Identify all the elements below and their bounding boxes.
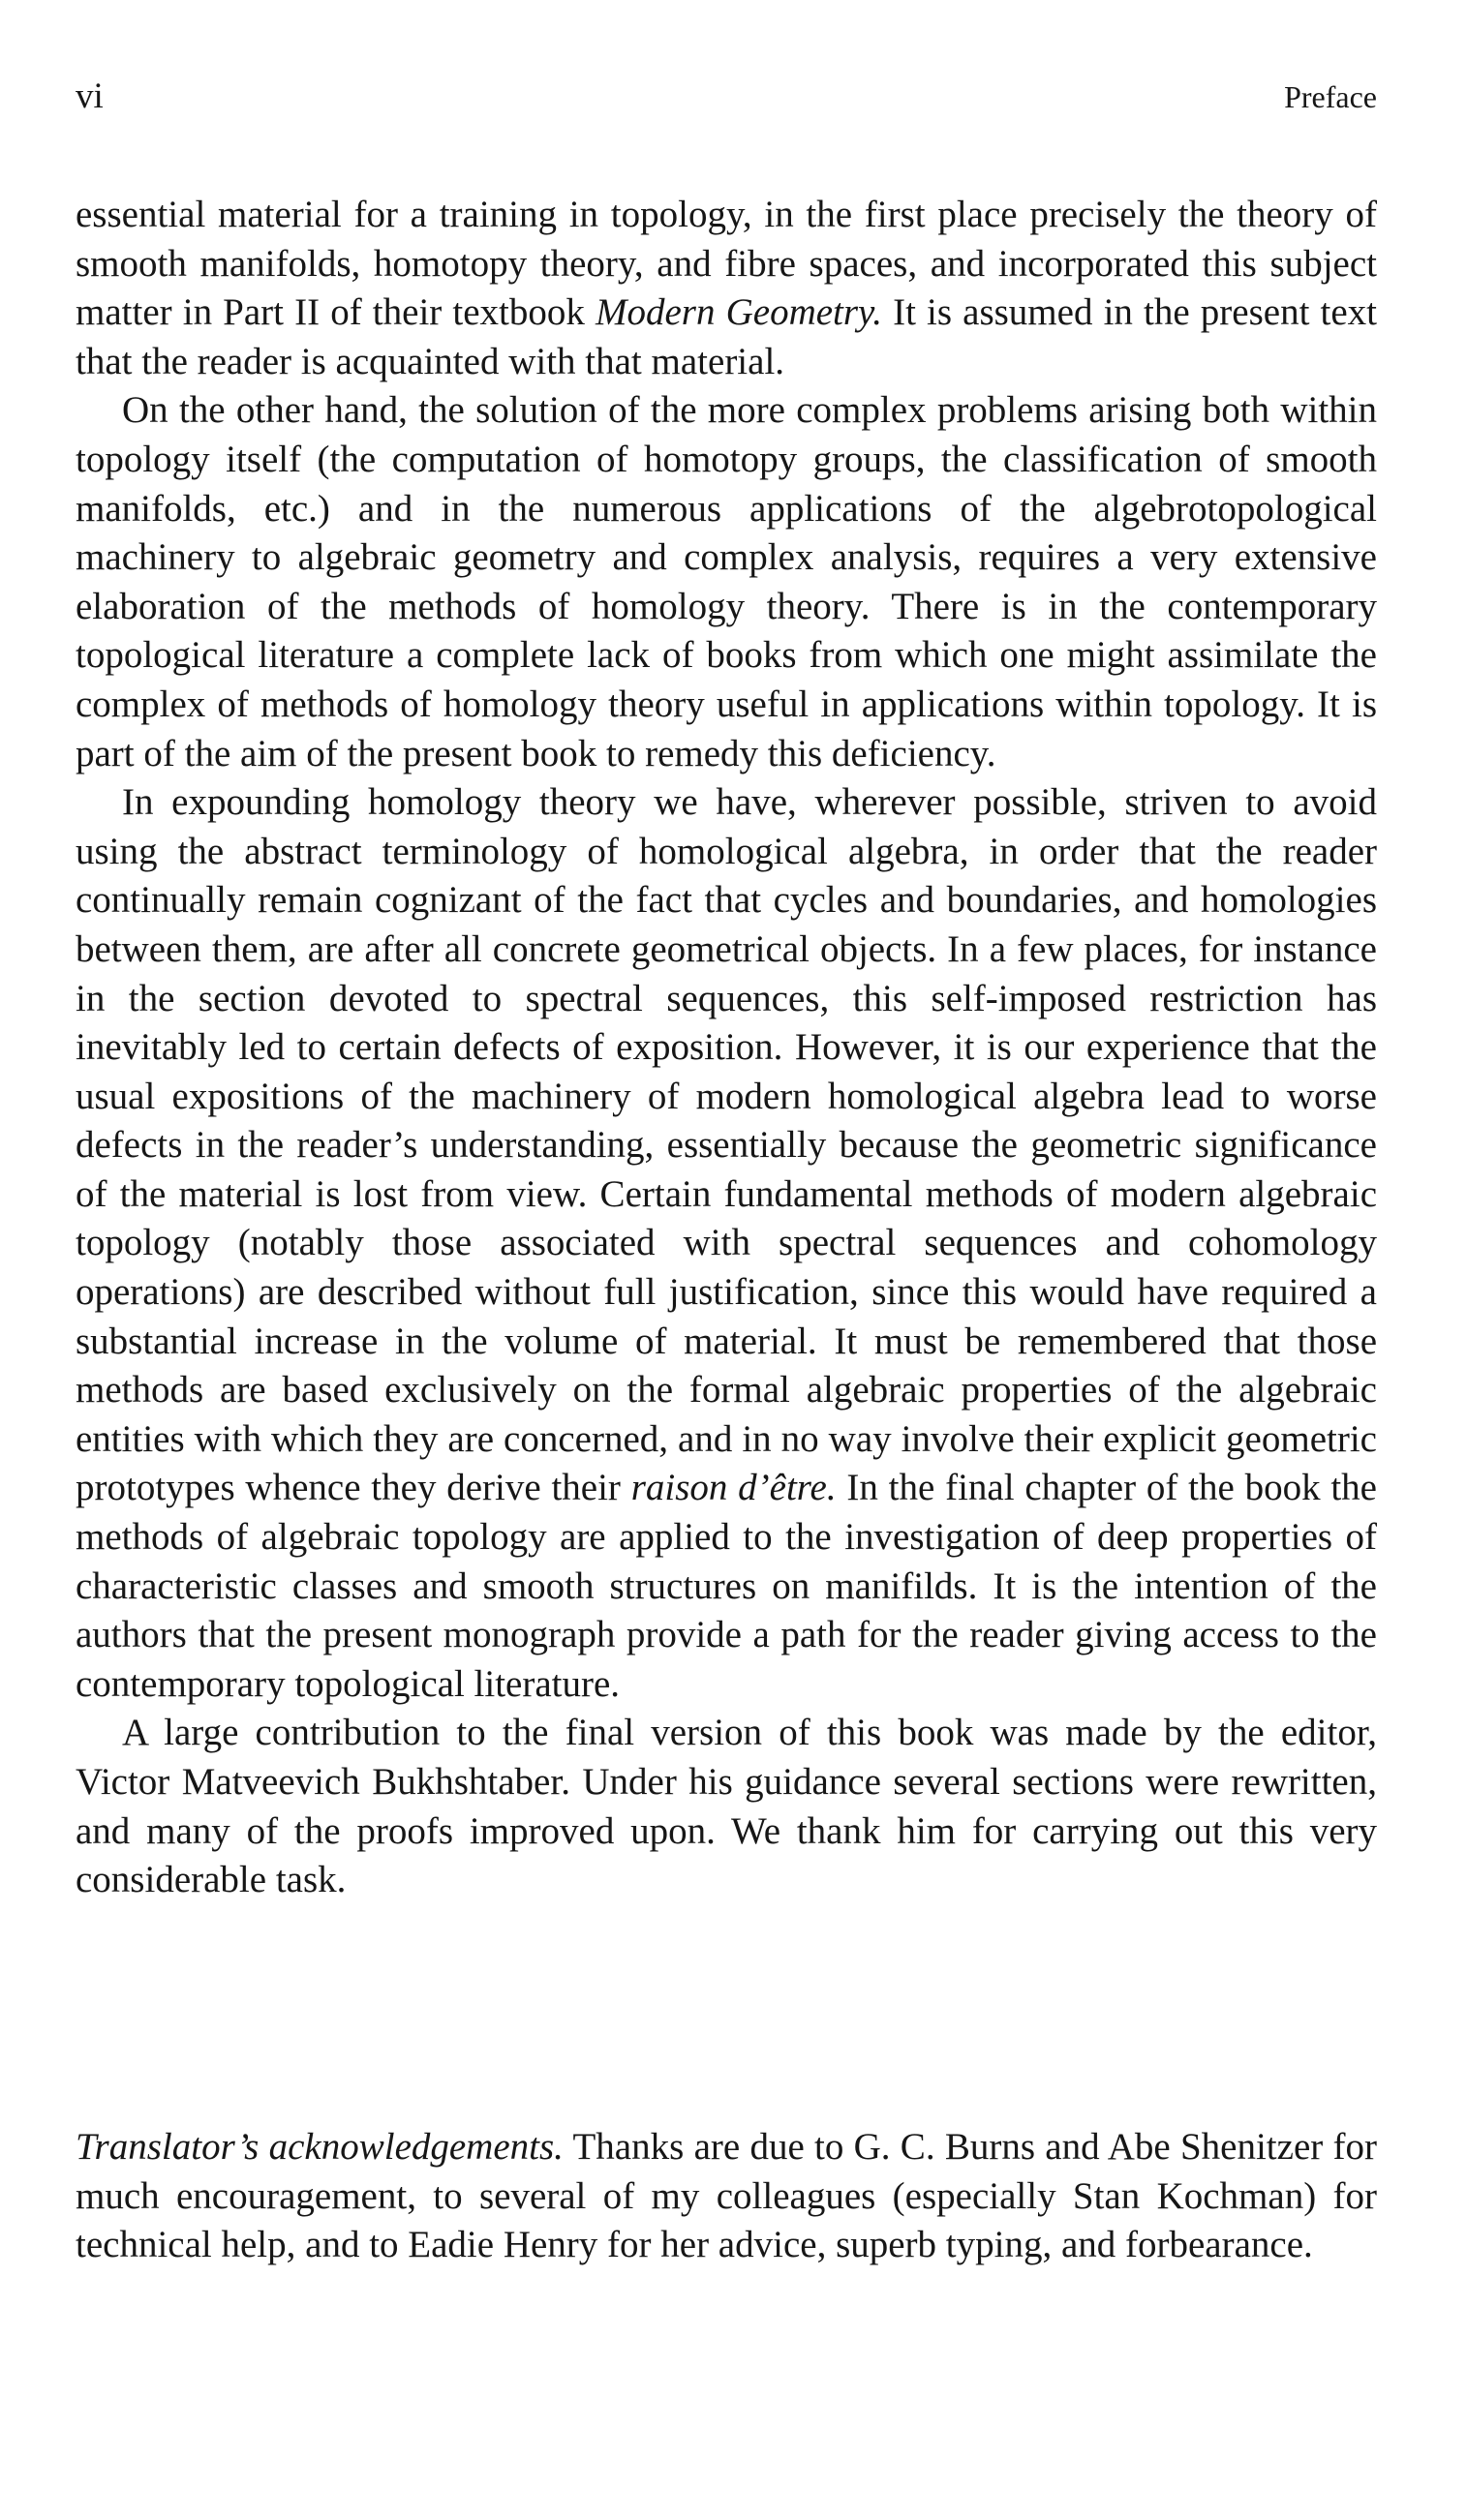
book-page — [76, 0, 1377, 2520]
page-number: vi — [76, 76, 104, 116]
acknowledgements-paragraph — [76, 2123, 1377, 2270]
paragraph-1-text-a: essential material for a training in topology, in the first place precisely the theory of smooth manifolds, homotopy theory, and fibre spaces, and incorporated this subject matter in Part II of their textbook — [76, 194, 1377, 334]
page-header — [76, 73, 1377, 121]
paragraph-2: On the other hand, the solution of the more complex problems arising both within topology itself (the computation of homotopy groups, the classification of smooth manifolds, etc.) and in the numerous applications of the algebrotopological machinery to algebraic geometry and complex analysis, requires a very extensive elaboration of the methods of homology theory. There is in the contemporary topological literature a complete lack of books from which one might assimilate the complex of methods of homology theory useful in applications within topology. It is part of the aim of the present book to remedy this deficiency. — [76, 389, 1377, 774]
paragraph-3-text-b: In the final chapter of the book the methods of algebraic topology are applied to the investigation of deep properties of characteristic classes and smooth structures on manifilds. It is the intention of the authors that the present monograph provide a path for the reader giving access to the contemporary topological literature. — [76, 1467, 1377, 1705]
preface-body — [76, 191, 1377, 1905]
paragraph-3-text-a: In expounding homology theory we have, wherever possible, striven to avoid using the abstract terminology of homological algebra, in order that the reader continually remain cognizant of the fact that cycles and boundaries, and homologies between them, are after all concrete geometrical objects. In a few places, for instance in the section devoted to spectral sequences, this self-imposed restriction has inevitably led to certain defects of exposition. However, it is our experience that the usual expositions of the machinery of modern homological algebra lead to worse defects in the reader’s understanding, essentially because the geometric significance of the material is lost from view. Certain fundamental methods of modern algebraic topology (notably those associated with spectral sequences and cohomology operations) are described without full justification, since this would have required a substantial increase in the volume of material. It must be remembered that those methods are based exclusively on the formal algebraic properties of the algebraic entities with which they are concerned, and in no way involve their explicit geometric prototypes whence they derive their — [76, 781, 1377, 1509]
paragraph-3 — [76, 778, 1377, 1709]
paragraph-1 — [76, 191, 1377, 386]
book-title-modern-geometry: Modern Geometry. — [596, 291, 882, 334]
raison-detre: raison d’être. — [630, 1467, 837, 1509]
running-head: Preface — [1284, 79, 1377, 114]
acknowledgements-text: Thanks are due to G. C. Burns and Abe Shenitzer for much encouragement, to several of my colleagues (especially Stan Kochman) for technical help, and to Eadie Henry for her advice, superb typing, and forbearance. — [76, 2126, 1377, 2266]
paragraph-4: A large contribution to the final version of this book was made by the editor, Victor Matveevich Bukhshtaber. Under his guidance several sections were rewritten, and many of the proofs improved upon. We thank him for carrying out this very considerable task. — [76, 1712, 1377, 1901]
paragraph-1-text-b: It is assumed in the present text that the reader is acquainted with that material. — [76, 291, 1377, 382]
acknowledgements-heading: Translator’s acknowledgements. — [76, 2126, 564, 2168]
translator-acknowledgements — [76, 2123, 1377, 2270]
